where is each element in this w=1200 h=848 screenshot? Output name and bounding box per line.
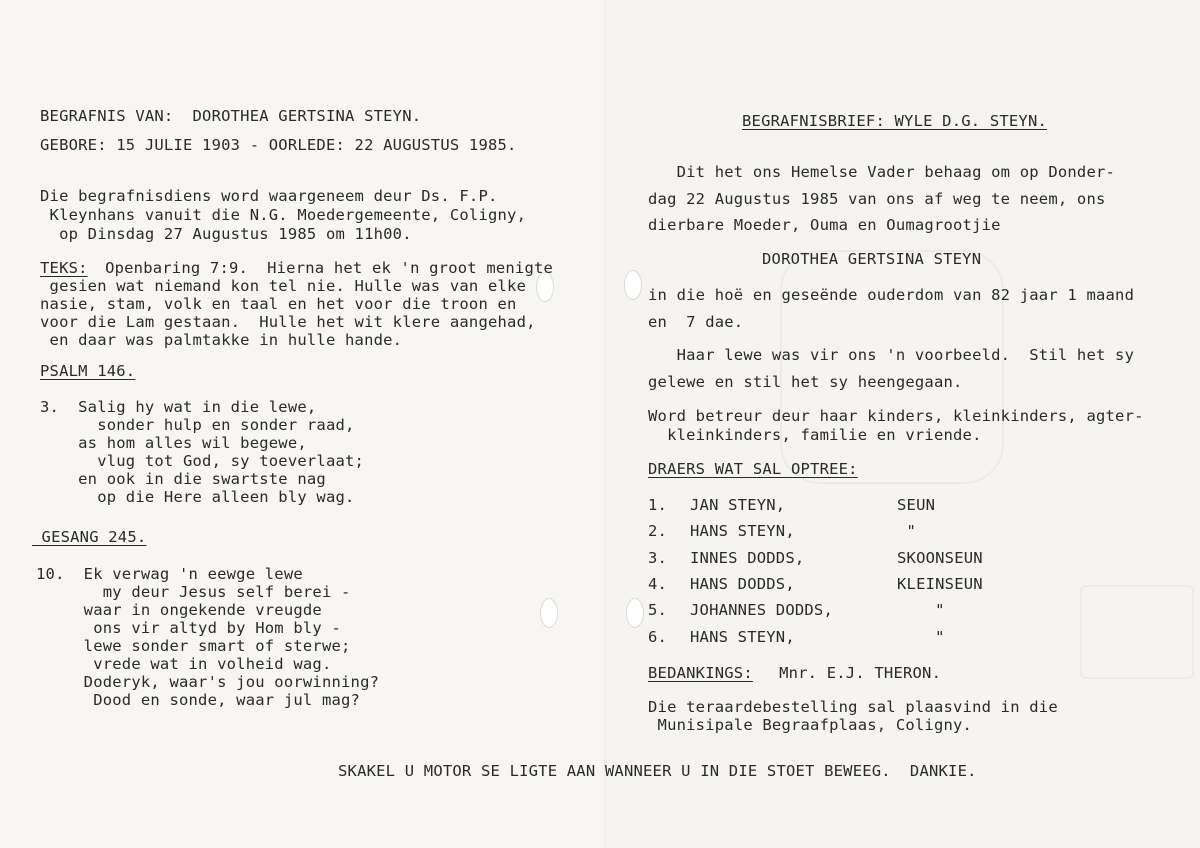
hymn-line: lewe sonder smart of sterwe;	[36, 637, 351, 655]
hymn-line: my deur Jesus self berei -	[36, 583, 351, 601]
bearer-relation: "	[897, 601, 945, 619]
hymn-line: Dood en sonde, waar jul mag?	[36, 691, 361, 709]
hymn-line: Doderyk, waar's jou oorwinning?	[36, 673, 380, 691]
burial-line: Die teraardebestelling sal plaasvind in die	[648, 698, 1058, 716]
deceased-name: DOROTHEA GERTSINA STEYN	[762, 250, 982, 268]
bearer-name: HANS DODDS,	[690, 575, 795, 593]
punch-hole	[624, 270, 642, 300]
bearer-relation: KLEINSEUN	[897, 575, 983, 593]
bearer-name: HANS STEYN,	[690, 522, 795, 540]
deceased-header: BEGRAFNIS VAN: DOROTHEA GERTSINA STEYN.	[40, 107, 422, 125]
thanks-value: Mnr. E.J. THERON.	[760, 664, 942, 682]
gesang-heading: GESANG 245.	[32, 528, 147, 546]
mourners-line: kleinkinders, familie en vriende.	[648, 426, 982, 444]
hymn-line: ons vir altyd by Hom bly -	[36, 619, 342, 637]
funeral-letter-heading: BEGRAFNISBRIEF: WYLE D.G. STEYN.	[742, 112, 1048, 130]
birth-death-dates: GEBORE: 15 JULIE 1903 - OORLEDE: 22 AUGUSTUS 1985.	[40, 136, 517, 154]
psalm-line: sonder hulp en sonder raad,	[40, 416, 355, 434]
hymn-line: 10. Ek verwag 'n eewge lewe	[36, 565, 303, 583]
psalm-line: op die Here alleen bly wag.	[40, 488, 355, 506]
hymn-line: waar in ongekende vreugde	[36, 601, 322, 619]
bearers-heading: DRAERS WAT SAL OPTREE:	[648, 460, 858, 478]
punch-hole	[540, 598, 558, 628]
intro-line: dag 22 Augustus 1985 van ons af weg te neem, ons	[648, 190, 1106, 208]
mourners-line: Word betreur deur haar kinders, kleinkinders, agter-	[648, 407, 1144, 425]
footer-notice: SKAKEL U MOTOR SE LIGTE AAN WANNEER U IN DIE STOET BEWEEG. DANKIE.	[338, 762, 977, 780]
bearer-relation: SKOONSEUN	[897, 549, 983, 567]
bearer-number: 4.	[648, 575, 668, 593]
bearer-relation: "	[897, 628, 945, 646]
page-fold	[604, 0, 607, 848]
teks-label: TEKS:	[40, 259, 88, 277]
bearer-name: JAN STEYN,	[690, 496, 786, 514]
hymn-line: vrede wat in volheid wag.	[36, 655, 332, 673]
bearer-number: 2.	[648, 522, 668, 540]
scripture-line: nasie, stam, volk en taal en het voor die troon en	[40, 295, 517, 313]
service-line: op Dinsdag 27 Augustus 1985 om 11h00.	[40, 225, 412, 243]
psalm-heading: PSALM 146.	[40, 362, 136, 380]
service-line: Die begrafnisdiens word waargeneem deur Ds. F.P.	[40, 187, 498, 205]
age-line: en 7 dae.	[648, 313, 744, 331]
bearer-number: 6.	[648, 628, 668, 646]
bearer-name: JOHANNES DODDS,	[690, 601, 833, 619]
scripture-line: gesien wat niemand kon tel nie. Hulle was van elke	[40, 277, 527, 295]
scripture-line: Openbaring 7:9. Hierna het ek 'n groot menigte	[86, 259, 554, 277]
intro-line: dierbare Moeder, Ouma en Oumagrootjie	[648, 216, 1001, 234]
bearer-name: INNES DODDS,	[690, 549, 805, 567]
tribute-line: Haar lewe was vir ons 'n voorbeeld. Stil het sy	[648, 346, 1135, 364]
bearer-relation: SEUN	[897, 496, 936, 514]
scripture-line: voor die Lam gestaan. Hulle het wit klere aangehad,	[40, 313, 536, 331]
bearer-name: HANS STEYN,	[690, 628, 795, 646]
punch-hole	[626, 598, 644, 628]
psalm-line: vlug tot God, sy toeverlaat;	[40, 452, 365, 470]
tribute-line: gelewe en stil het sy heengegaan.	[648, 373, 963, 391]
bearer-number: 1.	[648, 496, 668, 514]
intro-line: Dit het ons Hemelse Vader behaag om op Donder-	[648, 163, 1116, 181]
psalm-line: 3. Salig hy wat in die lewe,	[40, 398, 317, 416]
scripture-line: en daar was palmtakke in hulle hande.	[40, 331, 403, 349]
psalm-line: as hom alles wil begewe,	[40, 434, 307, 452]
watermark-shape	[1080, 585, 1194, 679]
service-line: Kleynhans vanuit die N.G. Moedergemeente, Coligny,	[40, 206, 527, 224]
bearer-number: 3.	[648, 549, 668, 567]
bearer-relation: "	[897, 522, 917, 540]
psalm-line: en ook in die swartste nag	[40, 470, 326, 488]
bearer-number: 5.	[648, 601, 668, 619]
thanks-label: BEDANKINGS:	[648, 664, 753, 682]
age-line: in die hoë en geseënde ouderdom van 82 jaar 1 maand	[648, 286, 1135, 304]
burial-line: Munisipale Begraafplaas, Coligny.	[648, 716, 973, 734]
